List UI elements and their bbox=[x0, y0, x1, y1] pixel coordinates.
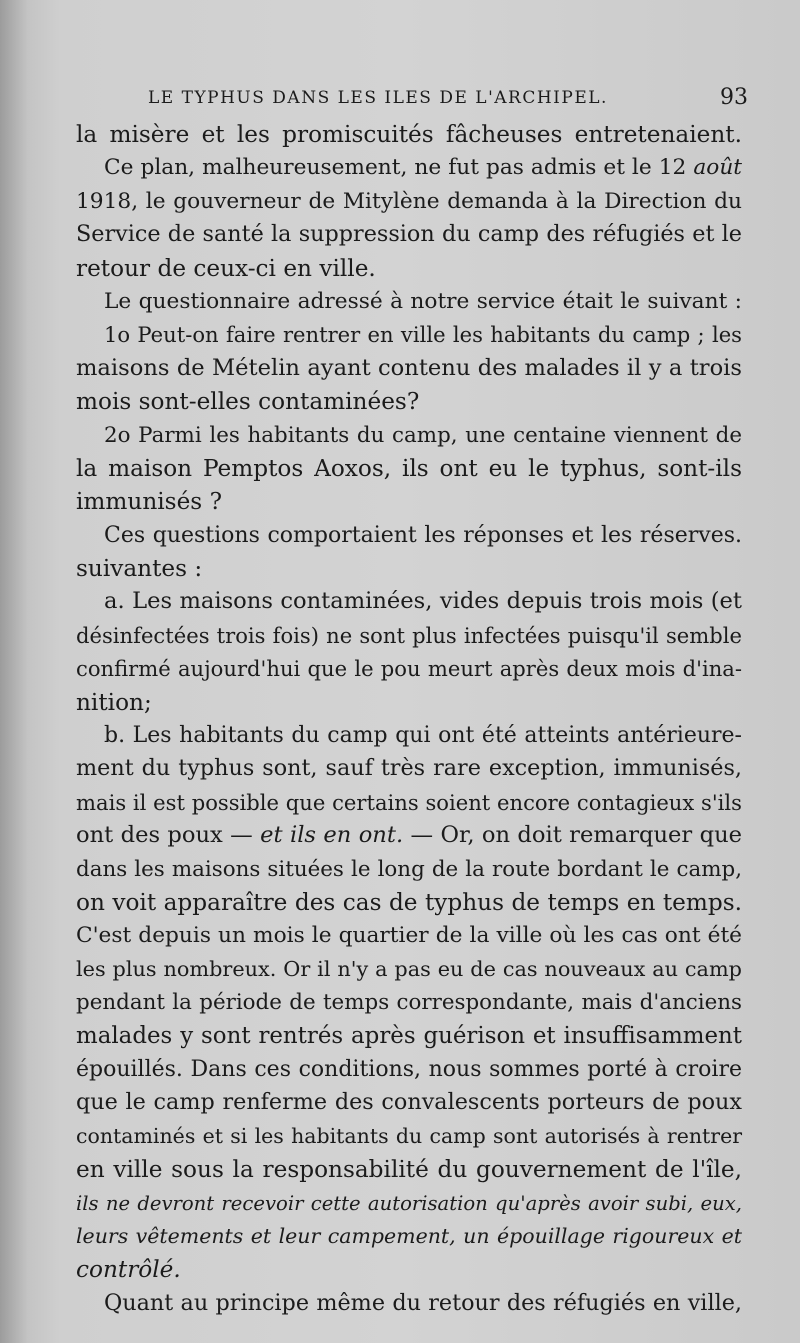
text-line bbox=[76, 285, 742, 318]
text-run: a. Les maisons contaminées, vides depuis trois mois (et bbox=[104, 588, 742, 615]
text-run: confirmé aujourd'hui que le pou meurt après deux mois d'ina- bbox=[76, 656, 742, 682]
text-run: malades y sont rentrés après guérison et insuffisamment bbox=[76, 1022, 742, 1049]
italic-run: août bbox=[693, 155, 742, 181]
text-line bbox=[76, 185, 742, 218]
body-text bbox=[76, 118, 742, 1320]
text-line bbox=[76, 1053, 742, 1086]
text-line bbox=[76, 1120, 742, 1153]
text-run: dans les maisons situées le long de la route bordant le camp, bbox=[76, 856, 742, 882]
text-run: immunisés ? bbox=[76, 488, 222, 516]
text-line bbox=[76, 1253, 742, 1286]
text-line bbox=[76, 953, 742, 986]
text-run: Ces questions comportaient les réponses et les réserves. bbox=[104, 522, 742, 548]
text-run: b. Les habitants du camp qui ont été atteints antérieure- bbox=[104, 723, 742, 749]
running-header bbox=[148, 85, 748, 113]
text-run: retour de ceux-ci en ville. bbox=[76, 254, 376, 282]
italic-run: contrôlé. bbox=[76, 1256, 181, 1284]
text-line bbox=[76, 752, 742, 785]
text-line bbox=[76, 1220, 742, 1253]
text-run: ment du typhus sont, sauf très rare exception, immunisés, bbox=[76, 755, 742, 782]
text-line bbox=[76, 719, 742, 752]
text-run: mais il est possible que certains soient encore contagieux s'ils bbox=[76, 789, 742, 815]
text-line bbox=[76, 786, 742, 819]
text-line bbox=[76, 1086, 742, 1119]
text-line bbox=[76, 585, 742, 618]
text-line bbox=[76, 1287, 742, 1320]
text-line bbox=[76, 452, 742, 485]
text-line bbox=[76, 819, 742, 852]
text-run: maisons de Mételin ayant contenu des malades il y a trois bbox=[76, 354, 742, 381]
text-line bbox=[76, 919, 742, 952]
text-line bbox=[76, 385, 742, 418]
text-run: nition; bbox=[76, 688, 152, 716]
text-run: mois sont-elles contaminées? bbox=[76, 388, 420, 416]
text-line bbox=[76, 619, 742, 652]
text-run: on voit apparaître des cas de typhus de temps en temps. bbox=[76, 888, 742, 916]
text-line bbox=[76, 886, 742, 919]
text-run: que le camp renferme des convalescents porteurs de poux bbox=[76, 1089, 742, 1116]
text-line bbox=[76, 252, 742, 285]
text-line bbox=[76, 151, 742, 184]
text-line bbox=[76, 118, 742, 151]
text-run: Service de santé la suppression du camp des réfugiés et le bbox=[76, 221, 742, 248]
text-line bbox=[76, 652, 742, 685]
running-title: LE TYPHUS DANS LES ILES DE L'ARCHIPEL. bbox=[148, 88, 608, 108]
text-run: 1918, le gouverneur de Mitylène demanda à la Direction du bbox=[76, 188, 742, 214]
text-line bbox=[76, 853, 742, 886]
text-line bbox=[76, 552, 742, 585]
text-run: épouillés. Dans ces conditions, nous sommes porté à croire bbox=[76, 1056, 742, 1082]
page-number: 93 bbox=[720, 85, 748, 110]
text-run: la misère et les promiscuités fâcheuses entretenaient. bbox=[76, 121, 742, 148]
text-line bbox=[76, 1153, 742, 1186]
text-run: Ce plan, malheureusement, ne fut pas admis et le 12 bbox=[104, 155, 694, 181]
text-line bbox=[76, 986, 742, 1019]
text-run: la maison Pemptos Aoxos, ils ont eu le typhus, sont-ils bbox=[76, 454, 742, 482]
text-run: contaminés et si les habitants du camp sont autorisés à rentrer bbox=[76, 1123, 742, 1148]
text-line bbox=[76, 1020, 742, 1053]
text-run: Quant au principe même du retour des réfugiés en ville, bbox=[104, 1289, 742, 1316]
text-line bbox=[76, 519, 742, 552]
text-line bbox=[76, 686, 742, 719]
text-run: pendant la période de temps correspondante, mais d'anciens bbox=[76, 990, 742, 1016]
text-line bbox=[76, 1187, 742, 1220]
italic-run: leurs vêtements et leur campement, un épouillage rigoureux et bbox=[76, 1223, 742, 1248]
text-run: 2o Parmi les habitants du camp, une centaine viennent de bbox=[104, 422, 742, 448]
text-line bbox=[76, 352, 742, 385]
text-line bbox=[76, 485, 742, 518]
text-run: — Or, on doit remarquer que bbox=[403, 822, 742, 849]
text-line bbox=[76, 318, 742, 351]
text-run: ont des poux — bbox=[76, 822, 261, 849]
italic-run: ils ne devront recevoir cette autorisation qu'après avoir subi, eux, bbox=[76, 1191, 742, 1215]
text-run: les plus nombreux. Or il n'y a pas eu de cas nouveaux au camp bbox=[76, 956, 742, 981]
text-run: C'est depuis un mois le quartier de la ville où les cas ont été bbox=[76, 923, 742, 949]
text-run: suivantes : bbox=[76, 555, 203, 583]
text-run: Le questionnaire adressé à notre service était le suivant : bbox=[104, 288, 742, 314]
italic-run: et ils en ont. bbox=[260, 822, 404, 849]
text-run: 1o Peut-on faire rentrer en ville les habitants du camp ; les bbox=[104, 322, 742, 348]
text-line bbox=[76, 419, 742, 452]
text-line bbox=[76, 218, 742, 251]
text-run: en ville sous la responsabilité du gouvernement de l'île, bbox=[76, 1156, 742, 1184]
text-run: désinfectées trois fois) ne sont plus infectées puisqu'il semble bbox=[76, 622, 742, 648]
